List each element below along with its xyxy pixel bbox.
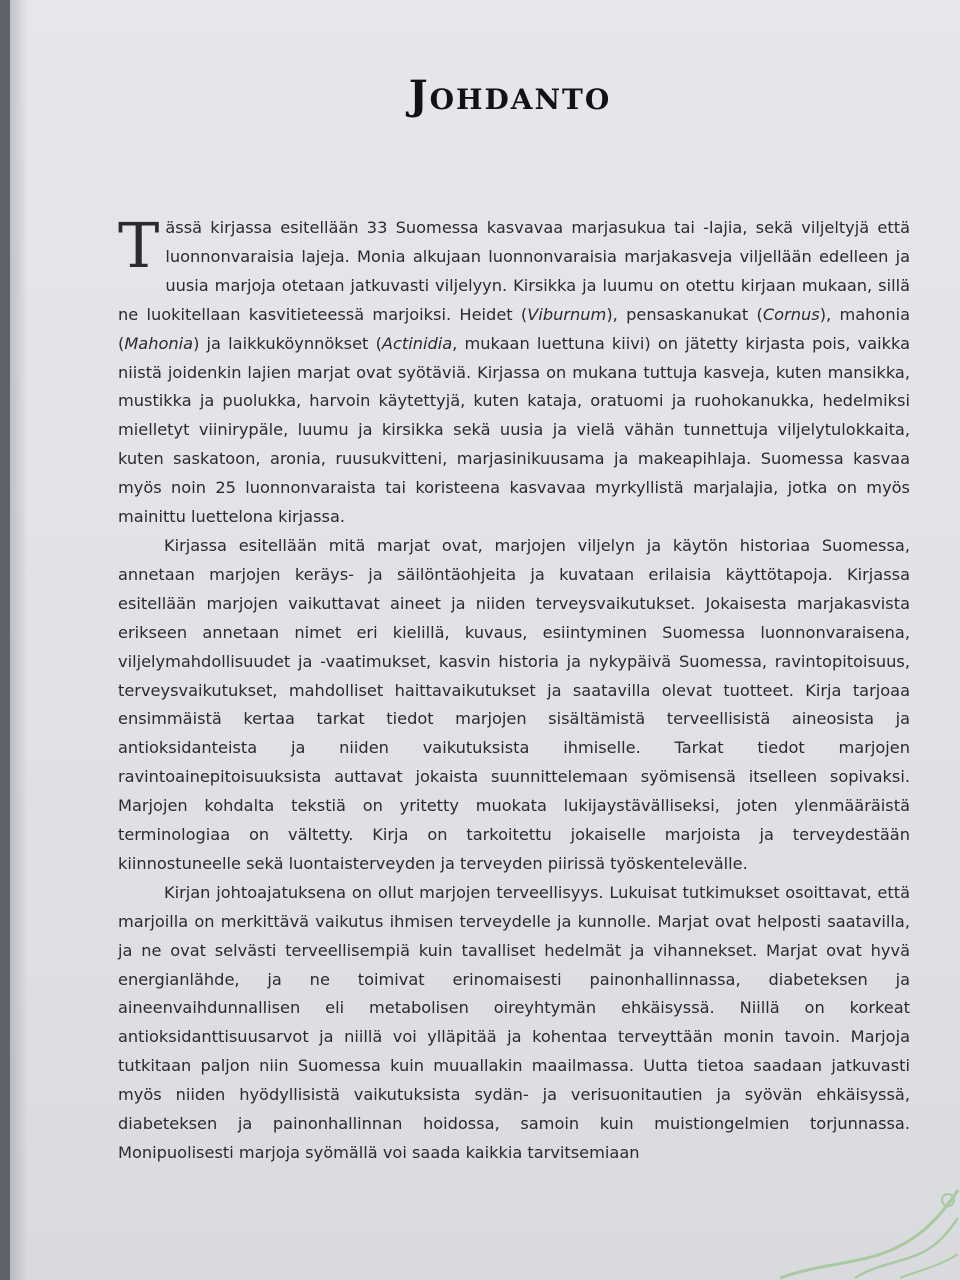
paragraph-1 [118,209,910,532]
text-run: Kirjan johtoajatuksena on ollut marjojen terveellisyys. Lukuisat tutkimukset osoittavat, että marjoilla on merkittävä vaikutus ihmisen terveydelle ja kunnolle. Marjat ovat helposti saatavilla, ja ne ovat selvästi terveellisempiä kuin tavalliset hedelmät ja vihannekset. Marjat ovat hyvä energianlähde, ja ne toimivat erinomaisesti painonhallinnassa, diabeteksen ja aineenvaihdunnallisen eli metabolisen oireyhtymän ehkäisyssä. Niillä on korkeat antioksidanttisuusarvot ja niillä voi ylläpitää ja kohentaa terveyttään monin tavoin. Marjoja tutkitaan paljon niin Suomessa kuin muuallakin maailmassa. Uutta tietoa saadaan jatkuvasti myös niiden hyödyllisistä vaikutuksista sydän- ja verisuonitautien ja syövän ehkäisyssä, diabeteksen ja painonhallinnan hoidossa, samoin kuin muistiongelmien torjunnassa. Monipuolisesti marjoja syömällä voi saada kaikkia tarvitsemiaan [118,882,910,1162]
latin-name: Mahonia [124,333,194,353]
paragraph-3 [118,879,910,1168]
latin-name: Viburnum [527,304,607,324]
paragraph-3-text [118,883,910,1162]
page-gutter-shadow [10,0,28,1280]
latin-name: Actinidia [381,333,453,353]
paragraph-2-text [118,536,910,873]
botanical-ornament-icon [760,1170,960,1280]
text-run: ), pensaskanukat ( [606,304,763,324]
text-run: Kirjassa esitellään mitä marjat ovat, marjojen viljelyn ja käytön historiaa Suomessa, annetaan marjojen keräys- ja säilöntäohjeita ja kuvataan erilaisia käyttötapoja. Kirjassa esitellään marjojen vaikuttavat aineet ja niiden terveysvaikutukset. Jokaisesta marjakasvista erikseen annetaan nimet eri kielillä, kuvaus, esiintyminen Suomessa luonnonvaraisena, viljelymahdollisuudet ja -vaatimukset, kasvin historia ja nykypäivä Suomessa, ravintopitoisuus, terveysvaikutukset, mahdolliset haittavaikutukset ja saatavilla olevat tuotteet. Kirja tarjoaa ensimmäistä kertaa tarkat tiedot marjojen sisältämistä terveellisistä aineosista ja antioksidanteista ja niiden vaikutuksista ihmiselle. Tarkat tiedot marjojen ravintoainepitoisuuksista auttavat jokaista suunnittelemaan syömisensä itselleen sopivaksi. Marjojen kohdalta tekstiä on yritetty muokata lukijaystävälliseksi, joten ylenmääräistä terminologiaa on vältetty. Kirja on tarkoitettu jokaiselle marjoista ja terveydestään kiinnostuneelle sekä luontaisterveyden ja terveyden piirissä työskentelevälle. [118,535,910,873]
latin-name: Cornus [762,304,820,324]
text-run: ), mahonia ( [118,304,910,353]
body-text [118,209,910,1168]
text-run: ) ja laikkuköynnökset ( [193,333,382,353]
paragraph-1-text [118,209,910,527]
text-run: , mukaan luettuna kiivi) on jätetty kirjasta pois, vaikka niistä joidenkin lajien marjat ovat syötäviä. Kirjassa on mukana tuttuja kasveja, kuten mansikka, mustikka ja puolukka, harvoin käytettyjä, kuten kataja, oratuomi ja ruohokanukka, hedelmiksi mielletyt viinirypäle, luumu ja kirsikka sekä uusia ja vielä vähän tunnettuja viljelytulokkaita, kuten saskatoon, aronia, ruusukvitteni, marjasinikuusama ja makeapihlaja. Suomessa kasvaa myös noin 25 luonnonvaraista tai koristeena kasvavaa myrkyllistä marjalajia, jotka on myös mainittu luettelona kirjassa. [118,333,910,527]
chapter-heading: Johdanto [408,72,612,119]
book-page [10,0,960,1280]
text-run: ässä kirjassa esitellään 33 Suomessa kasvavaa marjasukua tai -lajia, sekä viljeltyjä että luonnonvaraisia lajeja. Monia alkujaan luonnonvaraisia marjakasveja viljellään edelleen ja uusia marjoja otetaan jatkuvasti viljelyyn. Kirsikka ja luumu on otettu kirjaan mukaan, sillä ne luokitellaan kasvitieteessä marjoiksi. Heidet ( [118,218,910,324]
drop-cap: T [118,209,160,282]
paragraph-2 [118,532,910,879]
